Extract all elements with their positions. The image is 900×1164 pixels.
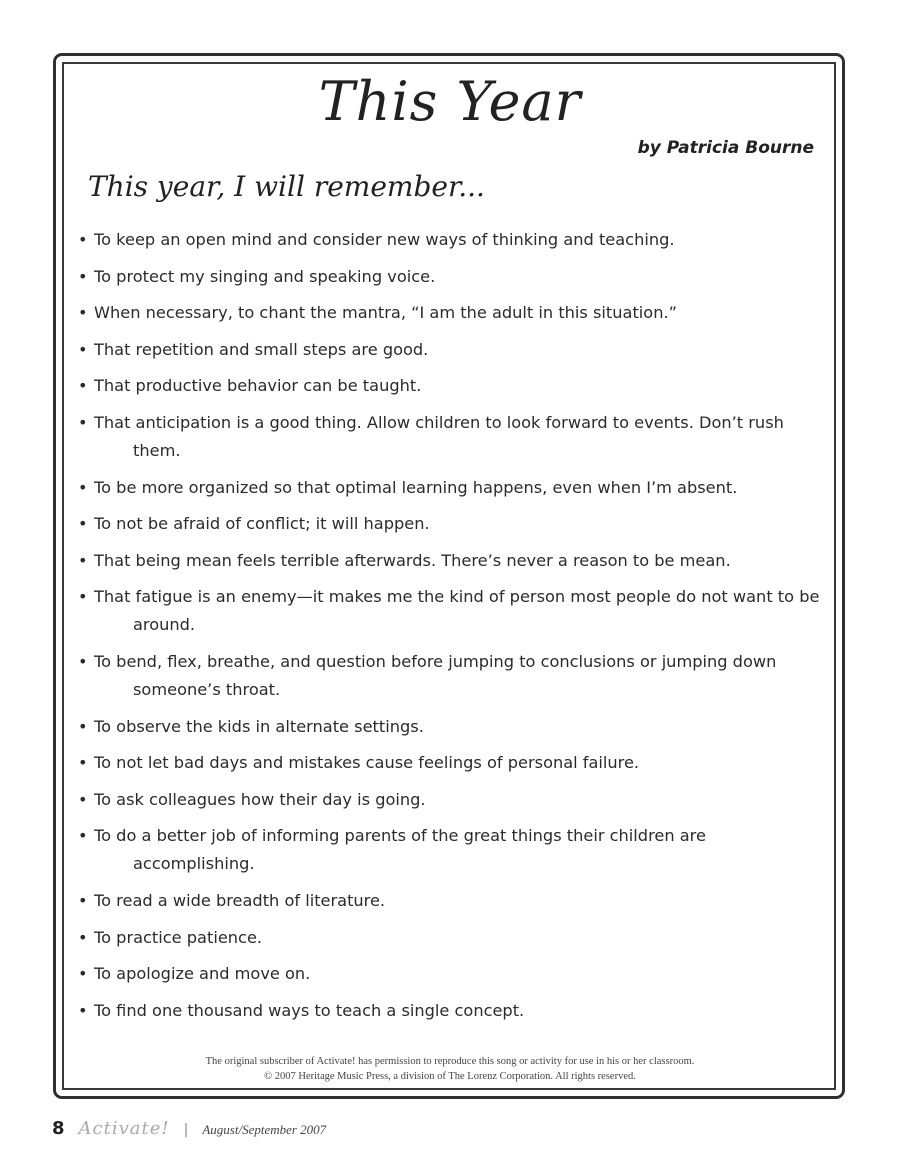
list-item: • To do a better job of informing parents of the great things their children are accomplishing. [78, 822, 828, 878]
copyright-line: © 2007 Heritage Music Press, a division of The Lorenz Corporation. All rights reserved. [264, 1071, 636, 1082]
list-item: • To read a wide breadth of literature. [78, 887, 828, 915]
footer-separator: | [183, 1122, 189, 1138]
list-item: • To observe the kids in alternate settings. [78, 713, 828, 741]
list-item: • To not be afraid of conflict; it will happen. [78, 510, 828, 538]
list-item: • That being mean feels terrible afterwards. There’s never a reason to be mean. [78, 547, 828, 575]
list-item: • To be more organized so that optimal learning happens, even when I’m absent. [78, 474, 828, 502]
list-item: • To find one thousand ways to teach a single concept. [78, 997, 828, 1025]
list-item: • To protect my singing and speaking voice. [78, 263, 828, 291]
issue-date: August/September 2007 [202, 1122, 327, 1137]
page-number: 8 [52, 1118, 65, 1139]
section-subtitle: This year, I will remember... [88, 170, 485, 203]
permission-line: The original subscriber of Activate! has permission to reproduce this song or activity for use in his or her classroom. [205, 1056, 695, 1067]
page-title: This Year [318, 70, 582, 133]
list-item: • That repetition and small steps are good. [78, 336, 828, 364]
list-item: • To apologize and move on. [78, 960, 828, 988]
list-item: • To practice patience. [78, 924, 828, 952]
page-footer [52, 1118, 326, 1144]
list-item: • To bend, flex, breathe, and question before jumping to conclusions or jumping down someone’s throat. [78, 648, 828, 704]
magazine-logo: Activate! [78, 1118, 170, 1139]
remember-list [78, 226, 828, 1033]
list-item: • To not let bad days and mistakes cause feelings of personal failure. [78, 749, 828, 777]
list-item: • To ask colleagues how their day is going. [78, 786, 828, 814]
list-item: • To keep an open mind and consider new ways of thinking and teaching. [78, 226, 828, 254]
list-item: • That fatigue is an enemy—it makes me the kind of person most people do not want to be around. [78, 583, 828, 639]
copyright-notice [0, 1054, 900, 1084]
list-item: • That anticipation is a good thing. Allow children to look forward to events. Don’t rush them. [78, 409, 828, 465]
list-item: • That productive behavior can be taught. [78, 372, 828, 400]
author-byline: by Patricia Bourne [637, 138, 814, 158]
list-item: • When necessary, to chant the mantra, “I am the adult in this situation.” [78, 299, 828, 327]
